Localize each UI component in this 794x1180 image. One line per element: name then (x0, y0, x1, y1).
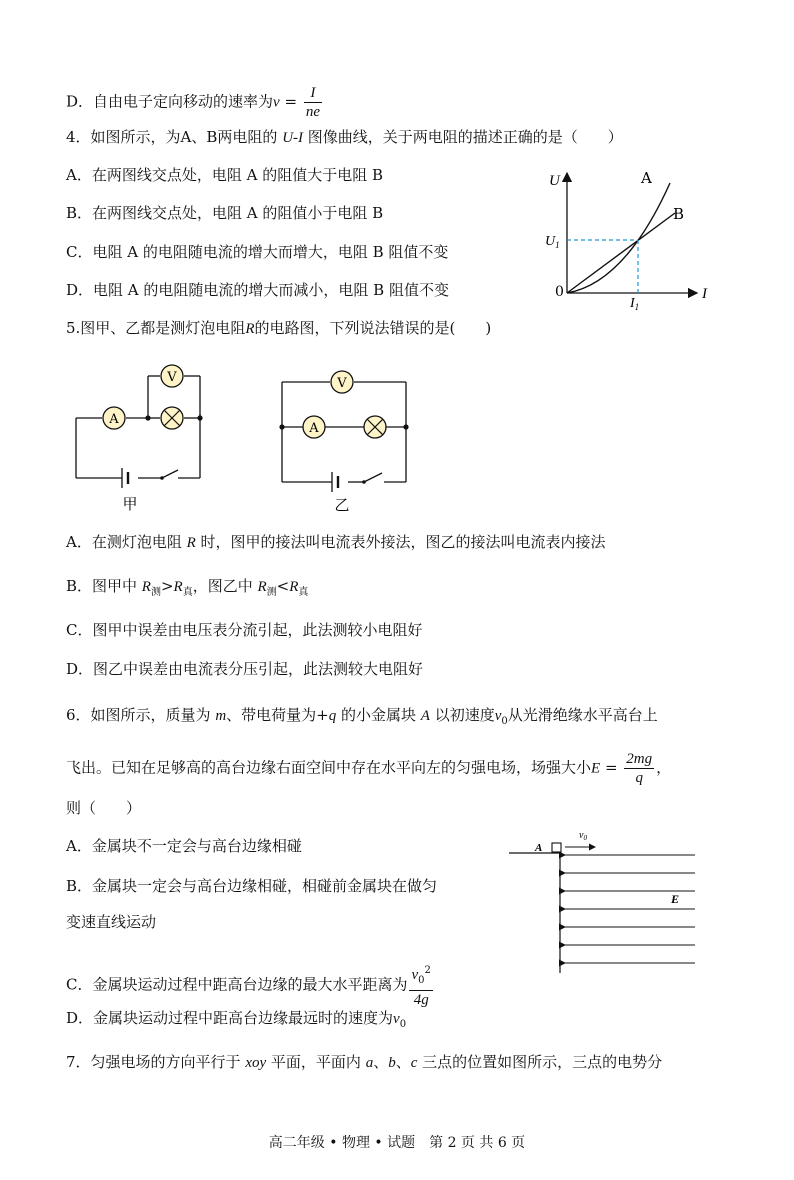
q4-option-d: D．电阻 A 的电阻随电流的增大而减小，电阻 B 阻值不变 (66, 281, 449, 299)
q4-option-b: B．在两图线交点处，电阻 A 的阻值小于电阻 B (66, 204, 384, 222)
q6-field-fraction: $\frac{2mg}{q}$ (626, 751, 653, 786)
q4-stem: 4．如图所示，为A、B两电阻的 U-I 图像曲线，关于两电阻的描述正确的是（ ） (66, 128, 623, 146)
q3-fraction: $\frac{I}{ne}$ (305, 85, 320, 120)
q6-stem-line3: 则（ ） (66, 799, 142, 817)
svg-text:A: A (309, 421, 319, 436)
u1-label: $U_1$ (545, 234, 560, 250)
caption-yi: 乙 (334, 496, 350, 514)
caption-jia: 甲 (122, 495, 138, 513)
i-axis-label: I (702, 286, 707, 302)
svg-text:V: V (337, 376, 347, 391)
q3-option-d: D．自由电子定向移动的速率为v = $\frac{I}{ne}$ (66, 85, 320, 120)
q5-option-a: A．在测灯泡电阻 R 时，图甲的接法叫电流表外接法，图乙的接法叫电流表内接法 (66, 533, 606, 551)
curve-a-label: A (641, 169, 652, 187)
curve-a (567, 183, 670, 293)
svg-text:V: V (167, 370, 177, 385)
q6-c-fraction: $\frac{v_0^2}{4g}$ (409, 962, 432, 1009)
q6-stem-line2: 飞出。已知在足够高的高台边缘右面空间中存在水平向左的匀强电场，场强大小E = $\frac{2mg}{q}$ ， (66, 751, 672, 786)
i1-label: $I_1$ (630, 296, 640, 312)
q5-option-b: B．图甲中 $R_测>R_真$，图乙中 $R_测<R_真$ (66, 577, 309, 598)
q5-option-c: C．图甲中误差由电压表分流引起，此法测较小电阻好 (66, 621, 423, 639)
velocity-label: $v_0$ (579, 830, 587, 842)
q6-option-a: A．金属块不一定会与高台边缘相碰 (66, 837, 302, 855)
metal-block (552, 843, 561, 852)
q5-stem: 5.图甲、乙都是测灯泡电阻R的电路图，下列说法错误的是( ) (66, 319, 492, 337)
circuit-jia (66, 356, 216, 516)
origin-label: 0 (555, 284, 564, 300)
q4-option-c: C．电阻 A 的电阻随电流的增大而增大，电阻 B 阻值不变 (66, 243, 449, 261)
u-axis-label: U (549, 173, 560, 189)
q6-option-c: C．金属块运动过程中距高台边缘的最大水平距离为 $\frac{v_0^2}{4g}$ (66, 962, 435, 1009)
q6-stem-line1: 6．如图所示，质量为 m、带电荷量为+q 的小金属块 A 以初速度$v_0$从光滑绝缘水平高台上 (66, 706, 658, 727)
q5-option-d: D．图乙中误差由电流表分压引起，此法测较大电阻好 (66, 660, 424, 678)
q6-option-b: B．金属块一定会与高台边缘相碰，相碰前金属块在做匀 (66, 877, 438, 895)
q6-option-d: D．金属块运动过程中距高台边缘最远时的速度为$v_0$ (66, 1009, 407, 1030)
circuit-yi (270, 360, 420, 520)
q6-option-b-cont: 变速直线运动 (66, 913, 157, 931)
line-b (567, 213, 675, 293)
line-b-label: B (673, 205, 685, 223)
q7-stem: 7．匀强电场的方向平行于 xoy 平面，平面内 a、b、c 三点的位置如图所示，三点的电势分 (66, 1053, 663, 1071)
block-label: A (535, 842, 543, 854)
q6-field-figure (505, 823, 705, 978)
page-footer: 高二年级 • 物理 • 试题 第 2 页 共 6 页 (268, 1135, 526, 1151)
svg-text:A: A (109, 412, 119, 427)
q4-option-a: A．在两图线交点处，电阻 A 的阻值大于电阻 B (66, 166, 383, 184)
field-label: E (671, 892, 680, 906)
ui-graph (535, 165, 720, 315)
